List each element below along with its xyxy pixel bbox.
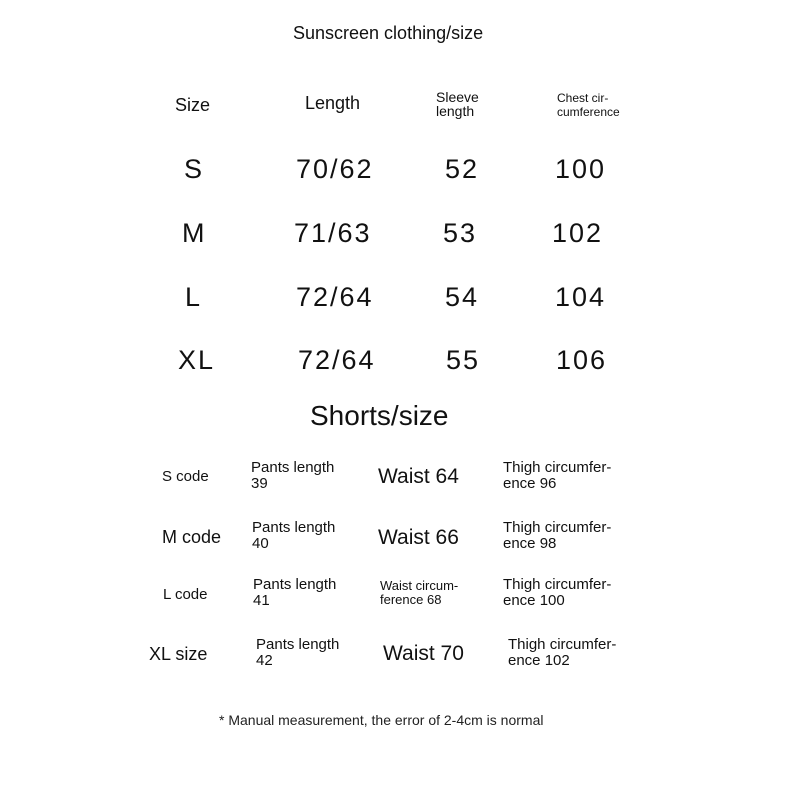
shorts-code: L code [163, 586, 208, 603]
pants-length-label: Pants length [253, 576, 337, 593]
pants-length-cell [251, 460, 334, 492]
pants-length-label: Pants length [256, 636, 340, 653]
header-chest-line1: Chest cir- [557, 91, 609, 105]
thigh-label: Thigh circumfer- [503, 519, 612, 536]
size-cell: M [182, 218, 207, 248]
header-size: Size [175, 95, 211, 115]
pants-length-cell [253, 577, 336, 609]
clothing-title: Sunscreen clothing/size [293, 23, 484, 43]
length-cell: 70/62 [296, 154, 374, 184]
pants-length-cell [252, 520, 335, 552]
header-length: Length [305, 93, 361, 113]
shorts-code: S code [162, 468, 209, 485]
thigh-value: ence 96 [503, 475, 557, 492]
header-sleeve-line1: Sleeve [436, 89, 479, 105]
waist-label: Waist circum- [380, 578, 459, 593]
waist-cell [380, 579, 458, 607]
length-cell: 72/64 [296, 282, 374, 312]
thigh-value: ence 102 [508, 652, 570, 669]
thigh-label: Thigh circumfer- [508, 636, 617, 653]
thigh-cell [503, 520, 611, 552]
pants-length-label: Pants length [251, 459, 335, 476]
thigh-value: ence 98 [503, 535, 557, 552]
size-cell: L [185, 282, 203, 312]
sleeve-cell: 52 [445, 154, 480, 184]
waist-cell: Waist 70 [383, 642, 464, 665]
pants-length-value: 39 [251, 475, 268, 492]
waist-cell: Waist 66 [378, 526, 459, 549]
shorts-code: M code [162, 527, 222, 547]
length-cell: 72/64 [298, 345, 376, 375]
pants-length-value: 40 [252, 535, 269, 552]
shorts-title: Shorts/size [310, 400, 449, 431]
chest-cell: 100 [555, 154, 607, 184]
chest-cell: 102 [552, 218, 604, 248]
length-cell: 71/63 [294, 218, 372, 248]
header-chest-line2: cumference [557, 105, 620, 119]
thigh-cell [503, 577, 611, 609]
thigh-cell [508, 637, 616, 669]
sleeve-cell: 54 [445, 282, 480, 312]
shorts-code: XL size [149, 644, 208, 664]
measurement-note: * Manual measurement, the error of 2-4cm is normal [219, 712, 544, 728]
thigh-label: Thigh circumfer- [503, 459, 612, 476]
sleeve-cell: 53 [443, 218, 478, 248]
pants-length-value: 41 [253, 592, 270, 609]
waist-value: ference 68 [380, 592, 442, 607]
pants-length-value: 42 [256, 652, 273, 669]
header-sleeve [436, 90, 479, 118]
size-cell: S [184, 154, 205, 184]
waist-cell: Waist 64 [378, 465, 459, 488]
header-chest [557, 91, 620, 119]
chest-cell: 106 [556, 345, 608, 375]
thigh-cell [503, 460, 611, 492]
sleeve-cell: 55 [446, 345, 481, 375]
thigh-value: ence 100 [503, 592, 565, 609]
size-cell: XL [178, 345, 216, 375]
chest-cell: 104 [555, 282, 607, 312]
pants-length-cell [256, 637, 339, 669]
thigh-label: Thigh circumfer- [503, 576, 612, 593]
header-sleeve-line2: length [436, 103, 475, 119]
pants-length-label: Pants length [252, 519, 336, 536]
